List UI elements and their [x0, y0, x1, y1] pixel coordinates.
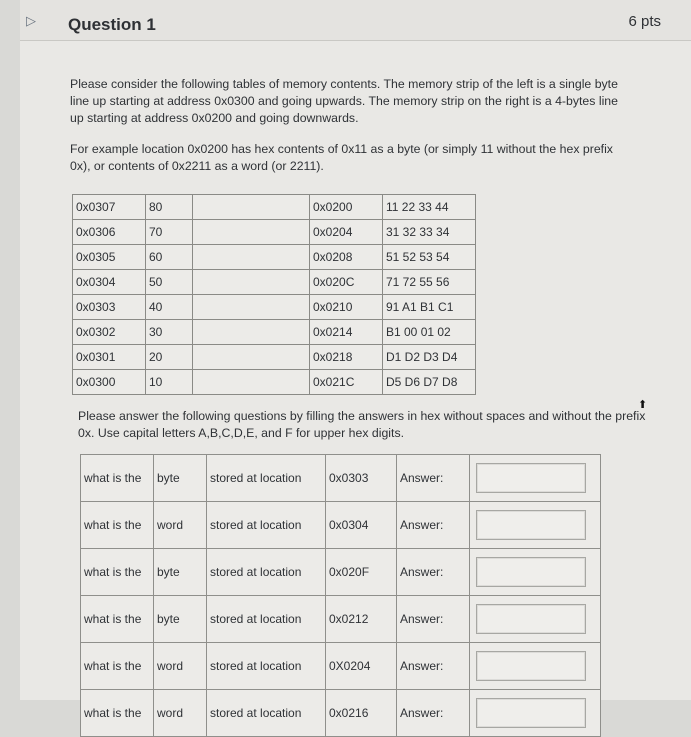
left-value: 70	[146, 220, 193, 245]
intro-paragraph-2: For example location 0x0200 has hex contents of 0x11 as a byte (or simply 11 without the hex prefix 0x), or contents of 0x2211 as a word (or 2211).	[70, 142, 613, 173]
answer-cell	[470, 549, 601, 596]
gap-cell	[193, 320, 310, 345]
question-what: what is the	[81, 690, 154, 737]
question-unit: byte	[154, 455, 207, 502]
question-header	[20, 0, 691, 41]
question-unit: byte	[154, 596, 207, 643]
gap-cell	[193, 195, 310, 220]
left-address: 0x0303	[73, 295, 146, 320]
question-stored: stored at location	[207, 455, 326, 502]
right-value: 31 32 33 34	[383, 220, 476, 245]
answer-input[interactable]	[476, 510, 586, 540]
answer-cell	[470, 455, 601, 502]
question-what: what is the	[81, 596, 154, 643]
gap-cell	[193, 345, 310, 370]
question-row	[81, 643, 601, 690]
answer-input[interactable]	[476, 651, 586, 681]
left-value: 80	[146, 195, 193, 220]
intro-paragraph-1: Please consider the following tables of memory contents. The memory strip of the left is a single byte line up starting at address 0x0300 and going upwards. The memory strip on the right is a 4-bytes line up starting at address 0x0200 and going downwards.	[70, 77, 618, 125]
question-what: what is the	[81, 549, 154, 596]
right-address: 0x0200	[310, 195, 383, 220]
table-row	[73, 195, 476, 220]
right-value: B1 00 01 02	[383, 320, 476, 345]
right-value: 71 72 55 56	[383, 270, 476, 295]
question-what: what is the	[81, 502, 154, 549]
answer-cell	[470, 643, 601, 690]
left-value: 60	[146, 245, 193, 270]
gap-cell	[193, 270, 310, 295]
right-address: 0x0204	[310, 220, 383, 245]
answer-cell	[470, 502, 601, 549]
question-what: what is the	[81, 643, 154, 690]
table-row	[73, 245, 476, 270]
flag-icon[interactable]: ▷	[26, 13, 36, 28]
gap-cell	[193, 370, 310, 395]
question-location: 0X0204	[326, 643, 397, 690]
question-row	[81, 596, 601, 643]
table-row	[73, 320, 476, 345]
question-location: 0x0212	[326, 596, 397, 643]
left-value: 10	[146, 370, 193, 395]
question-location: 0x0303	[326, 455, 397, 502]
answer-label: Answer:	[397, 455, 470, 502]
right-address: 0x0208	[310, 245, 383, 270]
question-stored: stored at location	[207, 596, 326, 643]
question-row	[81, 549, 601, 596]
answer-cell	[470, 596, 601, 643]
question-what: what is the	[81, 455, 154, 502]
memory-table	[72, 194, 476, 395]
gap-cell	[193, 220, 310, 245]
instructions-text: Please answer the following questions by filling the answers in hex without spaces and without the prefix 0x. Use capital letters A,B,C,D,E, and F for upper hex digits.	[78, 409, 646, 440]
question-stored: stored at location	[207, 549, 326, 596]
left-address: 0x0305	[73, 245, 146, 270]
table-row	[73, 345, 476, 370]
answer-cell	[470, 690, 601, 737]
table-row	[73, 295, 476, 320]
right-address: 0x0214	[310, 320, 383, 345]
question-body	[70, 76, 630, 189]
left-value: 50	[146, 270, 193, 295]
question-unit: word	[154, 502, 207, 549]
question-location: 0x0304	[326, 502, 397, 549]
right-value: 11 22 33 44	[383, 195, 476, 220]
table-row	[73, 270, 476, 295]
answer-label: Answer:	[397, 502, 470, 549]
left-address: 0x0307	[73, 195, 146, 220]
question-stored: stored at location	[207, 502, 326, 549]
question-panel	[20, 0, 691, 720]
left-address: 0x0300	[73, 370, 146, 395]
question-location: 0x020F	[326, 549, 397, 596]
left-value: 20	[146, 345, 193, 370]
right-address: 0x021C	[310, 370, 383, 395]
gap-cell	[193, 245, 310, 270]
right-address: 0x0218	[310, 345, 383, 370]
answer-input[interactable]	[476, 557, 586, 587]
left-value: 30	[146, 320, 193, 345]
right-value: D1 D2 D3 D4	[383, 345, 476, 370]
table-row	[73, 220, 476, 245]
gap-cell	[193, 295, 310, 320]
right-value: 91 A1 B1 C1	[383, 295, 476, 320]
question-title: Question 1	[68, 15, 156, 34]
right-address: 0x020C	[310, 270, 383, 295]
right-address: 0x0210	[310, 295, 383, 320]
question-row	[81, 690, 601, 737]
answer-label: Answer:	[397, 596, 470, 643]
answer-input[interactable]	[476, 604, 586, 634]
left-address: 0x0306	[73, 220, 146, 245]
answer-input[interactable]	[476, 698, 586, 728]
answer-input[interactable]	[476, 463, 586, 493]
right-value: 51 52 53 54	[383, 245, 476, 270]
question-row	[81, 455, 601, 502]
question-points: 6 pts	[628, 13, 661, 30]
left-address: 0x0302	[73, 320, 146, 345]
left-address: 0x0301	[73, 345, 146, 370]
answer-label: Answer:	[397, 549, 470, 596]
question-row	[81, 502, 601, 549]
question-stored: stored at location	[207, 643, 326, 690]
cursor-icon: ⬆	[638, 399, 648, 411]
question-location: 0x0216	[326, 690, 397, 737]
question-stored: stored at location	[207, 690, 326, 737]
question-unit: byte	[154, 549, 207, 596]
question-unit: word	[154, 690, 207, 737]
right-value: D5 D6 D7 D8	[383, 370, 476, 395]
left-value: 40	[146, 295, 193, 320]
table-row	[73, 370, 476, 395]
answer-label: Answer:	[397, 643, 470, 690]
left-address: 0x0304	[73, 270, 146, 295]
question-unit: word	[154, 643, 207, 690]
answer-label: Answer:	[397, 690, 470, 737]
questions-table	[80, 454, 601, 737]
